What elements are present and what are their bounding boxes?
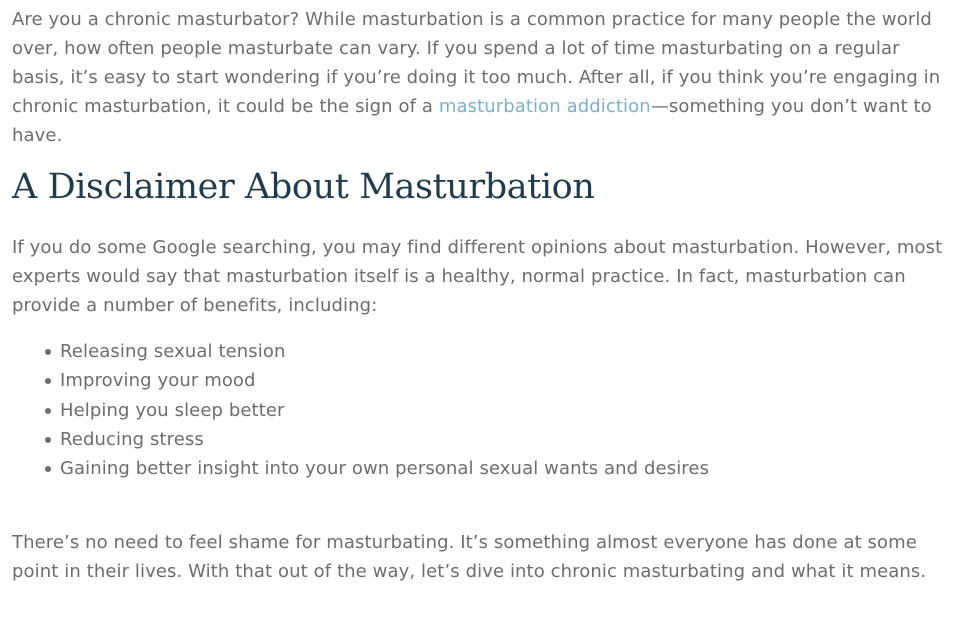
bullet-icon — [45, 466, 51, 472]
list-item — [60, 366, 957, 395]
list-item-text: Reducing stress — [60, 428, 204, 450]
list-item — [60, 396, 957, 425]
intro-text-after-link: —something you don’t want to have. — [12, 96, 932, 146]
closing-paragraph: There’s no need to feel shame for masturbating. It’s something almost everyone has done at some point in their lives. With that out of the way, let’s dive into chronic masturbating and what it means. — [12, 532, 927, 583]
article-body — [12, 5, 957, 586]
intro-paragraph — [12, 5, 957, 150]
bullet-icon — [45, 349, 51, 355]
intro-text-before-link: Are you a chronic masturbator? While masturbation is a common practice for many people the world over, how often people masturbate can vary. If you spend a lot of time masturbating on a regular basis, it’s easy to start wondering if you’re doing it too much. After all, if you think you’re engaging in chronic masturbation, it could be the sign of a — [12, 9, 941, 117]
section-heading: A Disclaimer About Masturbation — [12, 167, 595, 207]
masturbation-addiction-link[interactable]: masturbation addiction — [438, 96, 651, 117]
list-item — [60, 337, 957, 366]
benefits-list — [12, 337, 957, 483]
bullet-icon — [45, 437, 51, 443]
bullet-icon — [45, 408, 51, 414]
list-item-text: Gaining better insight into your own personal sexual wants and desires — [60, 458, 710, 480]
list-item-text: Releasing sexual tension — [60, 341, 286, 362]
list-item — [60, 454, 957, 483]
list-item-text: Improving your mood — [60, 370, 256, 392]
bullet-icon — [45, 378, 51, 384]
list-item-text: Helping you sleep better — [60, 399, 285, 421]
section-paragraph: If you do some Google searching, you may find different opinions about masturbation. However, most experts would say that masturbation itself is a healthy, normal practice. In fact, masturbation can provide a number of benefits, including: — [12, 237, 943, 316]
list-item — [60, 425, 957, 454]
